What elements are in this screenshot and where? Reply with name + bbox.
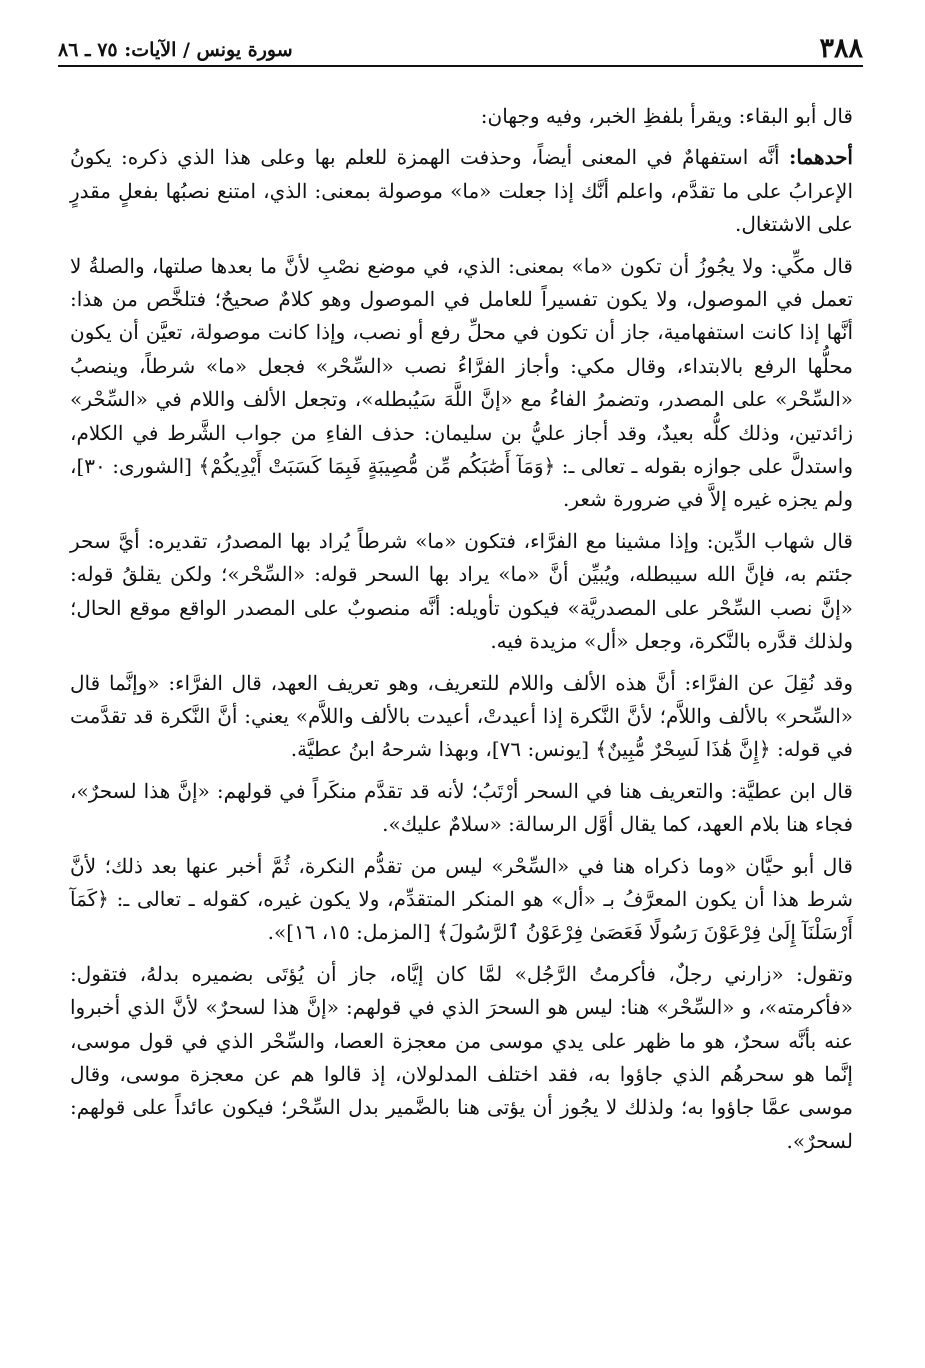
paragraph (70, 850, 853, 950)
paragraph (70, 250, 853, 517)
paragraph-text: قال مكِّي: ولا يجُوزُ أن تكون «ما» بمعنى: الذي، في موضع نصْبِ لأنَّ ما بعدها صلتها، والصلةُ لا تعمل في الموصول، ولا يكون تفسيراً للعامل في الموصول وهو كلامٌ صحيحٌ؛ فتلخَّص من هذا: أنَّها إذا كانت استفهامية، جاز أن تكون في محلِّ رفع أو نصب، وإذا كانت موصولة، تعيَّن أن يكون محلُّها الرفع بالابتداء، وقال مكي: وأجاز الفرَّاءُ نصب «السِّحْر» فجعل «ما» شرطاً، وينصبُ «السِّحْر» على المصدر، وتضمرُ الفاءُ مع «إنَّ اللَّهَ سَيُبطله»، وتجعل الألف واللام في «السِّحْر» زائدتين، وذلك كلُّه بعيدٌ، وقد أجاز عليُّ بن سليمان: حذف الفاءِ من جواب الشَّرط في الكلام، واستدلَّ على جوازه بقوله ـ تعالى ـ: ﴿وَمَآ أَصَٰبَكُم مِّن مُّصِيبَةٍ فَبِمَا كَسَبَتْ أَيْدِيكُمْ﴾ [الشورى: ٣٠]، ولم يجزه غيره إلاَّ في ضرورة شعر. (70, 253, 853, 512)
paragraph-text: قال أبو البقاء: ويقرأ بلفظِ الخبر، وفيه وجهان: (480, 104, 853, 128)
paragraph-text: أنَّه استفهامٌ في المعنى أيضاً، وحذفت الهمزة للعلم بها وعلى هذا الذي ذكره: يكونُ الإعرابُ على ما تقدَّم، واعلم أنَّك إذا جعلت «ما» موصولة بمعنى: الذي، امتنع نصبُها بفعلٍ مقدرٍ على الاشتغال. (70, 145, 853, 237)
main-text (70, 100, 853, 1166)
paragraph (70, 667, 853, 767)
paragraph (70, 525, 853, 659)
page-header (58, 34, 863, 68)
running-title: سورة يونس / الآيات: ٧٥ ـ ٨٦ (58, 39, 293, 61)
paragraph-text: وقد نُقِلَ عن الفرَّاء: أنَّ هذه الألف واللام للتعريف، وهو تعريف العهد، قال الفرَّاء: «وإنَّما قال «السِّحر» بالألف واللاَّم؛ لأنَّ النَّكرة إذا أعيدتْ، أعيدت بالألف واللاَّم» يعني: أنَّ النَّكرة قد تقدَّمت في قوله: ﴿إِنَّ هَٰذَا لَسِحْرٌ مُّبِينٌ﴾ [يونس: ٧٦]، وبهذا شرحهُ ابنُ عطيَّة. (70, 670, 854, 762)
paragraph-text: قال أبو حيَّان «وما ذكراه هنا في «السِّحْر» ليس من تقدُّم النكرة، ثُمَّ أخبر عنها بعد ذلك؛ لأنَّ شرط هذا أن يكون المعرَّفُ بـ «أل» هو المنكر المتقدِّم، ولا يكون غيره، كقوله ـ تعالى ـ: ﴿كَمَآ أَرْسَلْنَآ إِلَىٰ فِرْعَوْنَ رَسُولًا فَعَصَىٰ فِرْعَوْنُ ٱلرَّسُولَ﴾ [المزمل: ١٥، ١٦]». (70, 853, 853, 945)
paragraph (70, 775, 853, 842)
paragraph (70, 958, 853, 1158)
page-number: ٣٨٨ (819, 33, 863, 64)
paragraph-lead: أحدهما: (788, 145, 853, 170)
paragraph (70, 141, 853, 241)
header-rule (58, 65, 863, 67)
paragraph (70, 100, 853, 133)
paragraph-text: وتقول: «زارني رجلٌ، فأكرمتُ الرَّجُل» لمَّا كان إيَّاه، جاز أن يُؤتَى بضميره بدلهُ، فتقول: «فأكرمته»، و «السِّحْر» هنا: ليس هو السحرَ الذي في قولهم: «إنَّ هذا لسحرٌ» لأنَّ الذي أخبروا عنه بأنَّه سحرٌ، هو ما ظهر على يدي موسى من معجزة العصا، والسِّحْر الذي في قول موسى، إنَّما هو سحرهُم الذي جاؤوا به، فقد اختلف المدلولان، إذ قالوا هم عن معجزة موسى، وقال موسى عمَّا جاؤوا به؛ ولذلك لا يجُوز أن يؤتى هنا بالضَّمير بدل السِّحْر؛ فيكون عائداً على قولهم: لسحرٌ». (70, 961, 853, 1153)
paragraph-text: قال شهاب الدِّين: وإذا مشينا مع الفرَّاء، فتكون «ما» شرطاً يُراد بها المصدرُ، تقديره: أيَّ سحر جئتم به، فإنَّ الله سيبطله، ويُبيِّن أنَّ «ما» يراد بها السحر قوله: «السِّحْر»؛ ولكن يقلقُ قوله: «إنَّ نصب السِّحْر على المصدريَّة» فيكون تأويله: أنَّه منصوبٌ على المصدر الواقع موقع الحال؛ ولذلك قدَّره بالنَّكرة، وجعل «أل» مزيدة فيه. (70, 528, 853, 654)
paragraph-text: قال ابن عطيَّة: والتعريف هنا في السحر أرْتَبُ؛ لأنه قد تقدَّم منكَراً في قولهم: «إنَّ هذا لسحرٌ»، فجاء هنا بلام العهد، كما يقال أوَّل الرسالة: «سلامٌ عليك». (70, 778, 853, 837)
